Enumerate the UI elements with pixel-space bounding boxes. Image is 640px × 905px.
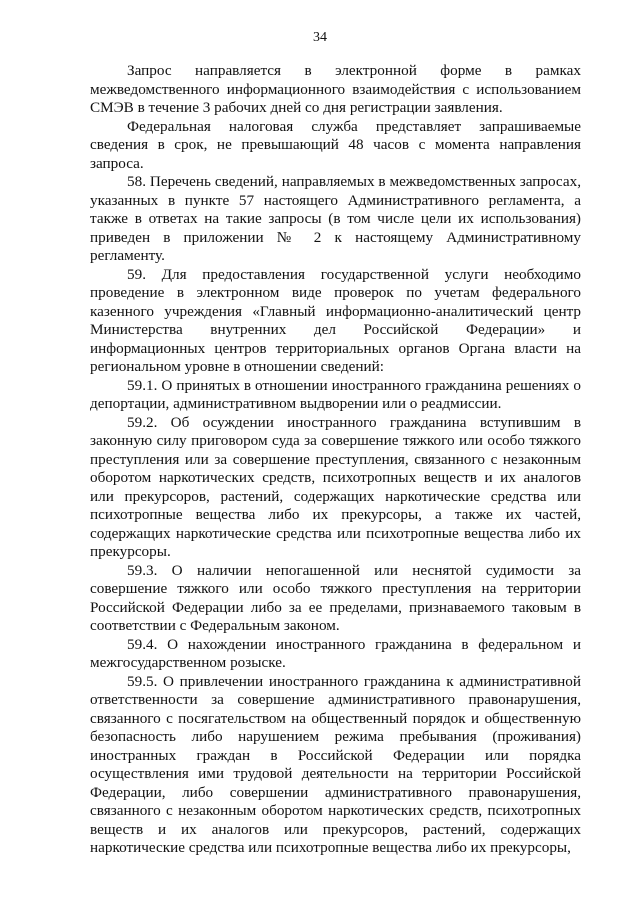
paragraph-request-form: Запрос направляется в электронной форме в рамках межведомственного информационного взаимодействия с использованием СМЭВ в течение 3 рабочих дней со дня регистрации заявления. [90, 62, 581, 116]
paragraph-59-3: 59.3. О наличии непогашенной или неснятой судимости за совершение тяжкого или особо тяжкого преступления на территории Российской Федерации либо за ее пределами, признаваемого таковым в соответствии с Федеральным законом. [90, 561, 581, 634]
paragraph-59-5: 59.5. О привлечении иностранного гражданина к административной ответственности за совершение административного правонарушения, связанного с посягательством на общественный порядок и общественную безопасность либо нарушением режима пребывания (проживания) иностранных граждан в Российской Федерации или порядка осуществления ими трудовой деятельности на территории Российской Федерации, либо совершении административного правонарушения, связанного с незаконным оборотом наркотических средств, психотропных веществ и их аналогов или прекурсоров, растений, содержащих наркотические средства или психотропные вещества либо их прекурсоры, [90, 672, 581, 856]
paragraph-58: 58. Перечень сведений, направляемых в межведомственных запросах, указанных в пункте 57 настоящего Административного регламента, а также в ответах на такие запросы (в том числе цели их использования) приведен в приложении № 2 к настоящему Административному регламенту. [90, 173, 581, 264]
paragraph-59-1: 59.1. О принятых в отношении иностранного гражданина решениях о депортации, административном выдворении или о реадмиссии. [90, 376, 581, 412]
paragraph-59: 59. Для предоставления государственной услуги необходимо проведение в электронном виде проверок по учетам федерального казенного учреждения «Главный информационно-аналитический центр Министерства внутренних дел Российской Федерации» и информационных центров территориальных органов Органа власти на региональном уровне в отношении сведений: [90, 265, 581, 375]
paragraph-59-4: 59.4. О нахождении иностранного гражданина в федеральном и межгосударственном розыске. [90, 635, 581, 671]
document-body [90, 62, 581, 858]
paragraph-tax-service: Федеральная налоговая служба представляет запрашиваемые сведения в срок, не превышающий 48 часов с момента направления запроса. [90, 117, 581, 172]
page-number: 34 [313, 30, 327, 45]
paragraph-59-2: 59.2. Об осуждении иностранного гражданина вступившим в законную силу приговором суда за совершение тяжкого или особо тяжкого преступления или за совершение преступления, связанного с незаконным оборотом наркотических средств, психотропных веществ и их аналогов или прекурсоров, растений, содержащих наркотические средства или психотропные вещества либо их прекурсоры, а также их частей, содержащих наркотические средства или психотропные вещества либо их прекурсоры. [90, 413, 581, 560]
